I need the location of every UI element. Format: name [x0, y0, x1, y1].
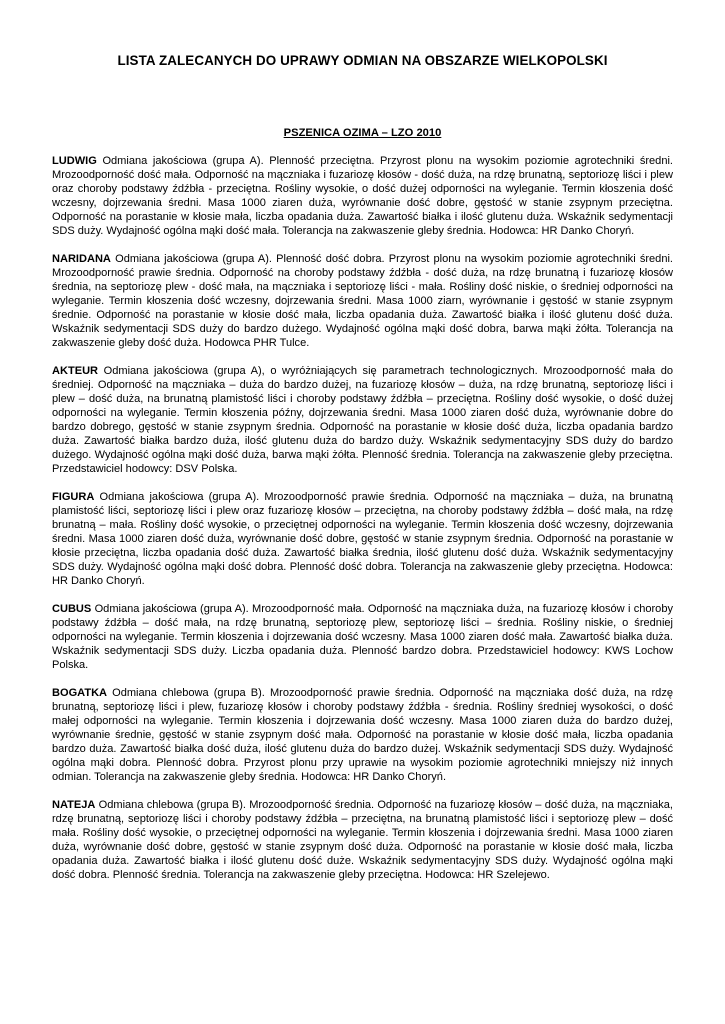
variety-description: Odmiana chlebowa (grupa B). Mrozoodporność prawie średnia. Odporność na mączniaka dość duża, na rdzę brunatną, septoriozę liści i plew, fuzariozę kłosów i choroby podstawy źdźbła - średnia. Rośliny średniej wysokości, o dość małej odporności na wyleganie. Termin kłoszenia i dojrzewania dość wczesny. Masa 1000 ziaren duża do bardzo dużej, wyrównanie średnie, gęstość w stanie zsypnym dość mała. Odporność na porastanie w kłosie dość mała, liczba opadania bardzo duża. Zawartość białka dość duża, ilość glutenu duża do bardzo dużej. Wskaźnik sedymentacji SDS duży. Wydajność ogólna mąki dobra. Plenność dobra. Przyrost plonu przy uprawie na wysokim poziomie agrotechniki mniejszy niż innych odmian. Tolerancja na zakwaszenie gleby średnia. Hodowca: HR Danko Choryń.	[52, 687, 673, 783]
variety-description: Odmiana jakościowa (grupa A), o wyróżniających się parametrach technologicznych. Mrozoodporność mała do średniej. Odporność na mączniaka – duża do bardzo dużej, na fuzariozę kłosów – duża, na rdzę brunatną, septoriozę liści i plew – dość duża, na brunatną plamistość liści i choroby podstawy źdźbła – przeciętna. Rośliny dość wysokie, o dość dużej odporności na wyleganie. Termin kłoszenia późny, dojrzewania średni. Masa 1000 ziaren dość duża, wyrównanie dobre do bardzo dobrego, gęstość w stanie zsypnym średnia. Odporność na porastanie w kłosie dość duża, liczba opadania bardzo duża. Zawartość białka bardzo duża, ilość glutenu duża do bardzo duży. Wskaźnik sedymentacyjny SDS duży do bardzo dużego. Wydajność ogólna mąki dość duża, barwa mąki żółta. Plenność średnia. Tolerancja na zakwaszenie gleby przeciętna. Przedstawiciel hodowcy: DSV Polska.	[52, 365, 674, 475]
variety-paragraph	[52, 154, 673, 238]
variety-list	[52, 154, 673, 882]
variety-paragraph	[52, 602, 673, 672]
document-title: LISTA ZALECANYCH DO UPRAWY ODMIAN NA OBSZARZE WIELKOPOLSKI	[117, 53, 608, 68]
variety-name: CUBUS	[52, 603, 92, 615]
variety-description: Odmiana chlebowa (grupa B). Mrozoodporność średnia. Odporność na fuzariozę kłosów – dość duża, na mączniaka, rdzę brunatną, septoriozę liści i choroby podstawy źdźbła – przeciętna, na brunatną plamistość liści i septoriozę plew – dość mała. Rośliny dość wysokie, o przeciętnej odporności na wyleganie. Termin kłoszenia i dojrzewania średni. Masa 1000 ziaren duża, wyrównanie dość dobre, gęstość w stanie zsypnym dość duża. Odporność na porastanie w kłosie dość mała, liczba opadania duża. Zawartość białka i ilość glutenu dość duże. Wskaźnik sedymentacyjny SDS duży. Wydajność ogólna mąki dość dobra. Plenność średnia. Tolerancja na zakwaszenie gleby przeciętna. Hodowca: HR Szelejewo.	[52, 799, 673, 881]
section-title: PSZENICA OZIMA – LZO 2010	[283, 127, 442, 139]
variety-paragraph	[52, 686, 673, 784]
variety-paragraph	[52, 490, 673, 588]
variety-description: Odmiana jakościowa (grupa A). Mrozoodporność mała. Odporność na mączniaka duża, na fuzariozę kłosów i choroby podstawy źdźbła – dość mała, na rdzę brunatną, septoriozę plew, septoriozę liści – średnia. Rośliny niskie, o średniej odporności na wyleganie. Termin kłoszenia i dojrzewania dość wczesny. Masa 1000 ziaren dość mała. Zawartość białka duża. Wskaźnik sedymentacji SDS duży. Liczba opadania duża. Plenność bardzo dobra. Przedstawiciel hodowcy: KWS Lochow Polska.	[52, 603, 673, 671]
variety-name: LUDWIG	[52, 155, 97, 167]
variety-paragraph	[52, 364, 673, 476]
variety-name: BOGATKA	[52, 687, 108, 699]
variety-description: Odmiana jakościowa (grupa A). Mrozoodporność prawie średnia. Odporność na mączniaka – duża, na brunatną plamistość liści, septoriozę liści i plew oraz fuzariozę kłosów – przeciętna, na choroby podstawy źdźbła – dość mała, na rdzę brunatną – mała. Rośliny dość wysokie, o przeciętnej odporności na wyleganie. Termin kłoszenia dość wczesny, dojrzewania średni. Masa 1000 ziaren dość duża, wyrównanie dość dobre, gęstość w stanie zsypnym średnia. Odporność na porastanie w kłosie przeciętna, liczba opadania dość duża. Zawartość białka średnia, ilość glutenu dość duża. Wskaźnik sedymentacyjny SDS duży. Wydajność ogólna mąki dość dobra. Plenność dość dobra. Tolerancja na zakwaszenie gleby przeciętna. Hodowca: HR Danko Choryń.	[52, 491, 673, 587]
variety-name: NATEJA	[52, 799, 96, 811]
variety-name: AKTEUR	[52, 365, 99, 377]
variety-description: Odmiana jakościowa (grupa A). Plenność dość dobra. Przyrost plonu na wysokim poziomie agrotechniki średni. Mrozoodporność prawie średnia. Odporność na choroby podstawy źdźbła - dość duża, na rdzę brunatną i fuzariozę kłosów średnia, na septoriozę plew - dość mała, na mączniaka i septoriozę liści - mała. Rośliny dość niskie, o średniej odporności na wyleganie. Termin kłoszenia dość wczesny, dojrzewania średni. Masa 1000 ziarn, wyrównanie i gęstość w stanie zsypnym średnie. Odporność na porastanie w kłosie dość mała, liczba opadania duża. Zawartość białka i ilość glutenu dość duża. Wskaźnik sedymentacji SDS duży do bardzo dużego. Wydajność ogólna mąki dość dobra, barwa mąki żółta. Tolerancja na zakwaszenie gleby dość duża. Hodowca PHR Tulce.	[52, 253, 673, 349]
variety-paragraph	[52, 252, 673, 350]
variety-name: NARIDANA	[52, 253, 111, 265]
variety-name: FIGURA	[52, 491, 95, 503]
variety-description: Odmiana jakościowa (grupa A). Plenność przeciętna. Przyrost plonu na wysokim poziomie agrotechniki średni. Mrozoodporność dość mała. Odporność na mączniaka i fuzariozę kłosów - dość duża, na rdzę brunatną, septoriozę liści i plew oraz choroby podstawy źdźbła - przeciętna. Rośliny wysokie, o dość dużej odporności na wyleganie. Termin kłoszenia dość wczesny, dojrzewania średni. Masa 1000 ziaren duża, wyrównanie dość dobre, gęstość w stanie zsypnym przeciętna. Odporność na porastanie w kłosie mała, liczba opadania duża. Zawartość białka i ilość glutenu duża. Wskaźnik sedymentacji SDS duży. Wydajność ogólna mąki dość mała. Tolerancja na zakwaszenie gleby średnia. Hodowca: HR Danko Choryń.	[52, 155, 673, 237]
document-page	[52, 52, 673, 882]
variety-paragraph	[52, 798, 673, 882]
